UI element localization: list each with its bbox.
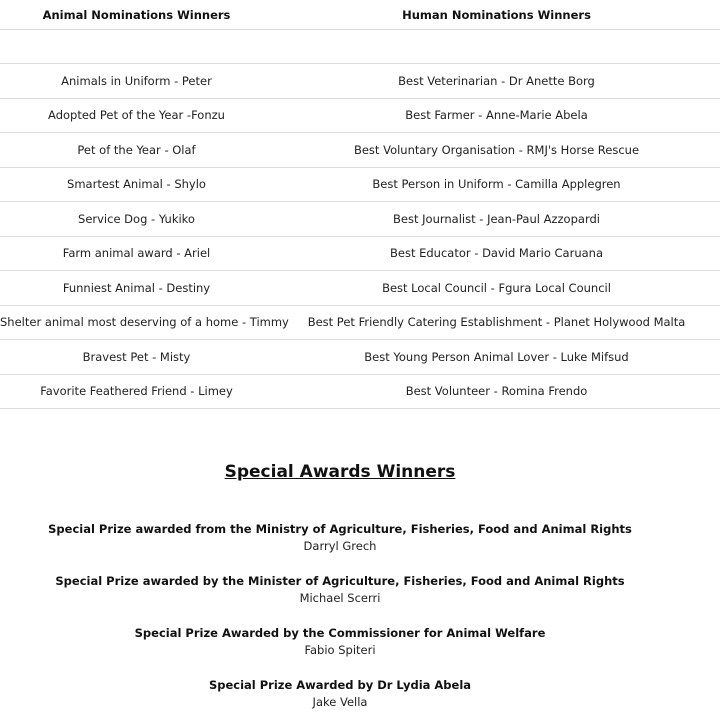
table-row bbox=[0, 271, 720, 306]
table-row bbox=[0, 374, 720, 409]
special-prize-winner: Darryl Grech bbox=[303, 539, 377, 553]
human-nominations-header: Human Nominations Winners bbox=[273, 0, 720, 30]
table-row bbox=[0, 98, 720, 133]
human-winner-cell: Best Person in Uniform - Camilla Applegren bbox=[273, 167, 720, 202]
special-prize-winner: Jake Vella bbox=[312, 695, 368, 709]
table-row bbox=[0, 167, 720, 202]
special-prize bbox=[0, 625, 680, 659]
human-winner-cell: Best Volunteer - Romina Frendo bbox=[273, 374, 720, 409]
animal-winner-cell: Funniest Animal - Destiny bbox=[0, 271, 273, 306]
animal-winner-cell: Farm animal award - Ariel bbox=[0, 236, 273, 271]
animal-winner-cell: Favorite Feathered Friend - Limey bbox=[0, 374, 273, 409]
special-prize-title: Special Prize awarded by the Minister of Agriculture, Fisheries, Food and Animal Rights bbox=[55, 574, 625, 588]
table-row bbox=[0, 133, 720, 168]
special-prize-title: Special Prize Awarded by the Commissioner for Animal Welfare bbox=[134, 626, 546, 640]
special-awards-heading: Special Awards Winners bbox=[224, 462, 456, 482]
human-winner-cell: Best Local Council - Fgura Local Council bbox=[273, 271, 720, 306]
special-prize-title: Special Prize awarded from the Ministry of Agriculture, Fisheries, Food and Animal Rights bbox=[48, 522, 632, 536]
table-row bbox=[0, 202, 720, 237]
human-winner-cell: Best Veterinarian - Dr Anette Borg bbox=[273, 64, 720, 99]
human-winner-cell: Best Journalist - Jean-Paul Azzopardi bbox=[273, 202, 720, 237]
animal-winner-cell: Bravest Pet - Misty bbox=[0, 340, 273, 375]
human-winner-cell: Best Pet Friendly Catering Establishment - Planet Holywood Malta bbox=[273, 305, 720, 340]
animal-winner-cell: Service Dog - Yukiko bbox=[0, 202, 273, 237]
special-prize bbox=[0, 677, 680, 711]
human-winner-cell: Best Voluntary Organisation - RMJ's Horse Rescue bbox=[273, 133, 720, 168]
human-winner-cell: Best Young Person Animal Lover - Luke Mifsud bbox=[273, 340, 720, 375]
animal-nominations-header: Animal Nominations Winners bbox=[0, 0, 273, 30]
animal-winner-cell: Shelter animal most deserving of a home - Timmy bbox=[0, 305, 273, 340]
human-winner-cell: Best Farmer - Anne-Marie Abela bbox=[273, 98, 720, 133]
animal-winner-cell: Smartest Animal - Shylo bbox=[0, 167, 273, 202]
empty-row bbox=[0, 30, 720, 64]
human-winner-cell: Best Educator - David Mario Caruana bbox=[273, 236, 720, 271]
special-prize bbox=[0, 521, 680, 555]
animal-winner-cell: Animals in Uniform - Peter bbox=[0, 64, 273, 99]
special-prize bbox=[0, 573, 680, 607]
table-row bbox=[0, 305, 720, 340]
table-row bbox=[0, 236, 720, 271]
table-header-row bbox=[0, 0, 720, 30]
special-prize-winner: Fabio Spiteri bbox=[304, 643, 376, 657]
table-row bbox=[0, 64, 720, 99]
animal-winner-cell: Pet of the Year - Olaf bbox=[0, 133, 273, 168]
table-row bbox=[0, 340, 720, 375]
animal-winner-cell: Adopted Pet of the Year -Fonzu bbox=[0, 98, 273, 133]
special-prize-title: Special Prize Awarded by Dr Lydia Abela bbox=[208, 678, 472, 692]
special-prize-winner: Michael Scerri bbox=[299, 591, 381, 605]
